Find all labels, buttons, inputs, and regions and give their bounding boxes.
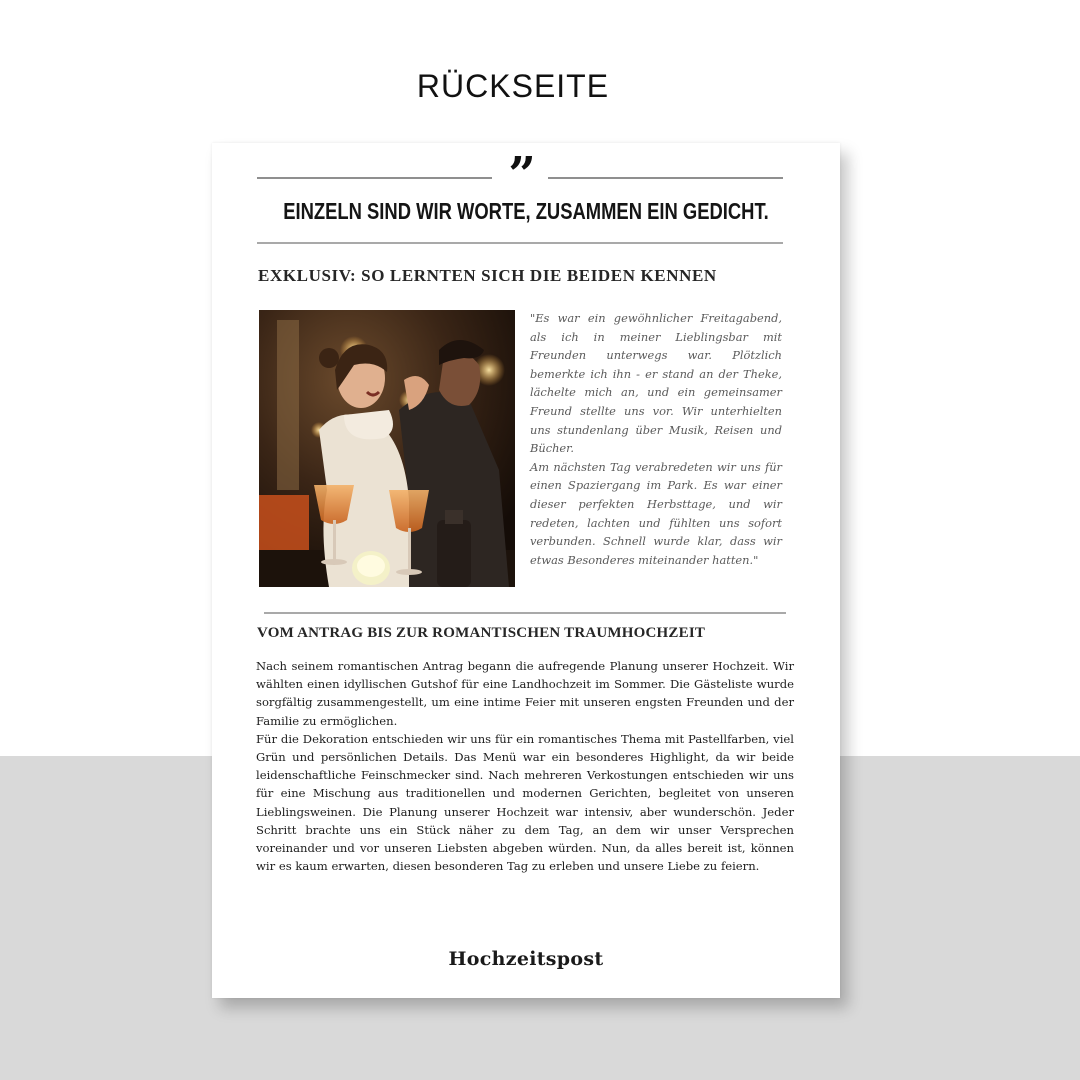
- quote-mark-icon: ”: [508, 147, 536, 203]
- section-heading-wedding: VOM ANTRAG BIS ZUR ROMANTISCHEN TRAUMHOCHZEIT: [257, 625, 706, 641]
- article-paragraph: Für die Dekoration entschieden wir uns für ein romantisches Thema mit Pastellfarben, viel Grün und persönlichen Details. Das Menü war ein besonderes Highlight, da wir beide leidenschaftliche Feinschmecker sind. Nach mehreren Verkostungen entschieden wir uns für eine Mischung aus traditionellen und modernen Gerichten, begleitet von unseren Lieblingsweinen. Die Planung unserer Hochzeit war intensiv, aber wunderschön. Jeder Schritt brachte uns ein Stück näher zu dem Tag, an dem wir unser Versprechen voreinander und vor unseren Liebsten abgeben würden. Nun, da alles bereit ist, können wir es kaum erwarten, diesen besonderen Tag zu erleben und unsere Liebe zu feiern.: [256, 731, 794, 874]
- couple-photo: [259, 310, 515, 587]
- divider-under-motto: [257, 242, 783, 244]
- wedding-article: [256, 657, 794, 875]
- section-heading-meeting: EXKLUSIV: SO LERNTEN SICH DIE BEIDEN KENNEN: [258, 266, 717, 285]
- meeting-story: [530, 309, 782, 569]
- masthead-logo: Hochzeitspost: [448, 948, 604, 970]
- newspaper-card: [212, 143, 840, 998]
- article-paragraph: Nach seinem romantischen Antrag begann die aufregende Planung unserer Hochzeit. Wir wählten einen idyllischen Gutshof für eine Landhochzeit im Sommer. Die Gästeliste wurde sorgfältig zusammengestellt, um eine intime Feier mit unseren engsten Freunden und der Familie zu ermöglichen.: [256, 659, 794, 728]
- page-side-label: RÜCKSEITE: [416, 68, 610, 104]
- divider-middle: [264, 612, 786, 614]
- motto-rule-left: [257, 177, 492, 179]
- motto-headline: EINZELN SIND WIR WORTE, ZUSAMMEN EIN GEDICHT.: [283, 198, 769, 224]
- motto-rule-right: [548, 177, 783, 179]
- story-paragraph: Am nächsten Tag verabredeten wir uns für einen Spaziergang im Park. Es war einer dieser perfekten Herbsttage, und wir redeten, lachten und fühlten uns sofort verbunden. Schnell wurde klar, dass wir etwas Besonderes miteinander hatten.": [530, 459, 782, 567]
- story-paragraph: "Es war ein gewöhnlicher Freitagabend, als ich in meiner Lieblingsbar mit Freunden unterwegs war. Plötzlich bemerkte ich ihn - er stand an der Theke, lächelte mich an, und ein gemeinsamer Freund stellte uns vor. Wir unterhielten uns stundenlang über Musik, Reisen und Bücher.: [530, 311, 782, 456]
